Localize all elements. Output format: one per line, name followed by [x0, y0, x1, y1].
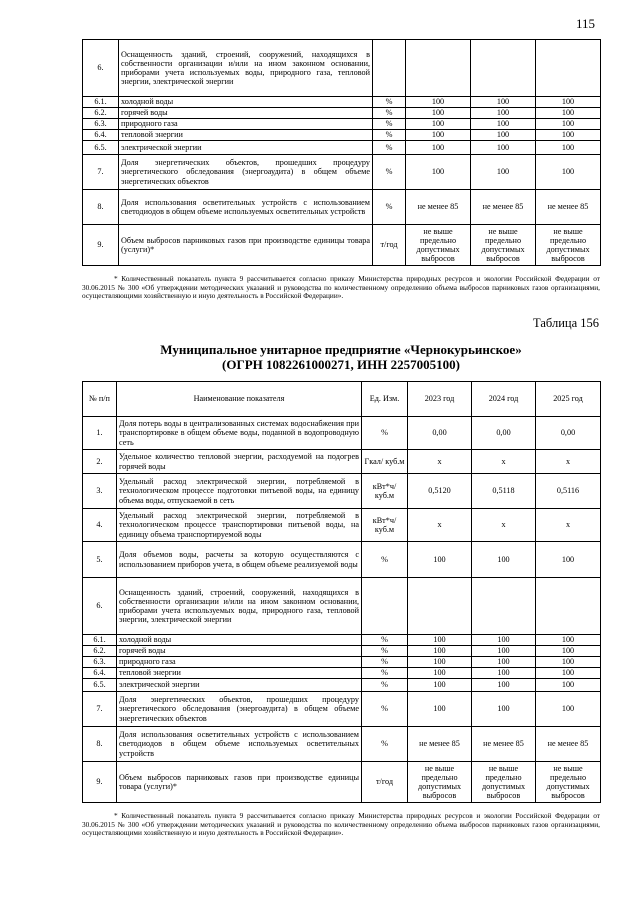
value-2025: 100	[536, 97, 601, 108]
value-2024: 100	[472, 692, 536, 727]
unit-cell: %	[362, 692, 408, 727]
unit-cell: %	[373, 190, 406, 225]
indicator-name: Доля энергетических объектов, прошедших процедуру энергетического обследования (энергоаудита) в общем объеме энергетических объектов	[117, 692, 362, 727]
row-number: 6.1.	[83, 97, 119, 108]
row-number: 5.	[83, 542, 117, 578]
value-2024: 100	[472, 542, 536, 578]
indicator-name: Оснащенность зданий, строений, сооружений, находящихся в собственности организации и/или на ином законном основании, приборами учета используемых воды, природного газа, тепловой энергии, электрической энергии	[119, 40, 373, 97]
value-2023: 100	[408, 679, 472, 692]
indicator-name: Доля потерь воды в централизованных системах водоснабжения при транспортировке в общем объеме воды, поданной в водопроводную сеть	[117, 417, 362, 450]
unit-cell: %	[362, 727, 408, 762]
unit-cell: %	[373, 130, 406, 141]
row-number: 6.3.	[83, 119, 119, 130]
unit-cell: кВт*ч/ куб.м	[362, 509, 408, 542]
unit-cell: %	[373, 141, 406, 155]
value-2023: 100	[408, 635, 472, 646]
indicator-name: Доля использования осветительных устройств с использованием светодиодов в общем объеме используемых осветительных устройств	[117, 727, 362, 762]
table-header-row	[83, 382, 601, 417]
value-2024: 100	[472, 657, 536, 668]
value-2023: 100	[408, 657, 472, 668]
unit-cell: %	[362, 679, 408, 692]
organization-registration: (ОГРН 1082261000271, ИНН 2257005100)	[222, 357, 460, 372]
value-2025: 100	[536, 646, 601, 657]
value-2025: 100	[536, 692, 601, 727]
value-2025: 100	[536, 119, 601, 130]
value-2025: 100	[536, 635, 601, 646]
indicator-name: Объем выбросов парниковых газов при производстве единицы товара (услуги)*	[117, 762, 362, 803]
value-2023	[406, 40, 471, 97]
indicator-name: Доля использования осветительных устройств с использованием светодиодов в общем объеме используемых осветительных устройств	[119, 190, 373, 225]
unit-cell: %	[362, 646, 408, 657]
row-number: 7.	[83, 692, 117, 727]
value-2023: не менее 85	[406, 190, 471, 225]
value-2025: 100	[536, 668, 601, 679]
row-number: 8.	[83, 727, 117, 762]
unit-cell: %	[373, 108, 406, 119]
value-2023: 100	[408, 668, 472, 679]
row-number: 9.	[83, 762, 117, 803]
table-row	[83, 119, 601, 130]
row-number: 9.	[83, 225, 119, 266]
table-row	[83, 727, 601, 762]
value-2025: не выше предельно допустимых выбросов	[536, 225, 601, 266]
table-row	[83, 635, 601, 646]
header-indicator-name: Наименование показателя	[117, 382, 362, 417]
table-row	[83, 40, 601, 97]
value-2025	[536, 578, 601, 635]
table-row	[83, 509, 601, 542]
indicators-table-continued	[82, 39, 601, 266]
header-year-2024: 2024 год	[472, 382, 536, 417]
header-year-2023: 2023 год	[408, 382, 472, 417]
row-number: 8.	[83, 190, 119, 225]
value-2024: не выше предельно допустимых выбросов	[471, 225, 536, 266]
indicator-name: Удельное количество тепловой энергии, расходуемой на подогрев горячей воды	[117, 450, 362, 474]
indicator-name: тепловой энергии	[117, 668, 362, 679]
indicator-name: горячей воды	[119, 108, 373, 119]
unit-cell: %	[373, 97, 406, 108]
unit-cell	[362, 578, 408, 635]
unit-cell: т/год	[373, 225, 406, 266]
table-row	[83, 578, 601, 635]
value-2024: 0,5118	[472, 474, 536, 509]
value-2023	[408, 578, 472, 635]
value-2023: 100	[406, 108, 471, 119]
value-2024: x	[472, 509, 536, 542]
unit-cell: %	[362, 542, 408, 578]
value-2023: 100	[406, 141, 471, 155]
value-2023: не менее 85	[408, 727, 472, 762]
value-2023: 100	[408, 646, 472, 657]
value-2023: 100	[406, 155, 471, 190]
table-footnote-2: * Количественный показатель пункта 9 рассчитывается согласно приказу Министерства природных ресурсов и экологии Российской Федерации от 30.06.2015 № 300 «Об утверждении методических указаний и руководства по количественному определению объема выбросов парниковых газов организациями, осуществляющими хозяйственную и иную деятельность в Российской Федерации».	[82, 811, 600, 838]
indicator-name: Удельный расход электрической энергии, потребляемой в технологическом процессе транспортировки питьевой воды, на единицу объема транспортируемой воды	[117, 509, 362, 542]
value-2025: 0,5116	[536, 474, 601, 509]
unit-cell: %	[362, 635, 408, 646]
indicator-name: природного газа	[117, 657, 362, 668]
table-row	[83, 155, 601, 190]
indicator-name: Объем выбросов парниковых газов при производстве единицы товара (услуги)*	[119, 225, 373, 266]
value-2025: не менее 85	[536, 727, 601, 762]
row-number: 6.5.	[83, 679, 117, 692]
indicator-name: горячей воды	[117, 646, 362, 657]
indicator-name: холодной воды	[119, 97, 373, 108]
table-row	[83, 474, 601, 509]
table-row	[83, 97, 601, 108]
unit-cell: %	[362, 657, 408, 668]
value-2025: не менее 85	[536, 190, 601, 225]
row-number: 3.	[83, 474, 117, 509]
row-number: 6.	[83, 40, 119, 97]
value-2024: 100	[472, 668, 536, 679]
table-row	[83, 646, 601, 657]
value-2025: 100	[536, 130, 601, 141]
table-row	[83, 542, 601, 578]
row-number: 6.	[83, 578, 117, 635]
unit-cell: Гкал/ куб.м	[362, 450, 408, 474]
value-2024: 100	[472, 679, 536, 692]
organization-heading	[82, 342, 600, 372]
unit-cell: %	[362, 668, 408, 679]
unit-cell: т/год	[362, 762, 408, 803]
indicator-name: Удельный расход электрической энергии, потребляемой в технологическом процессе подготовки питьевой воды, на единицу объема воды, отпускаемой в сеть	[117, 474, 362, 509]
value-2025	[536, 40, 601, 97]
table-footnote: * Количественный показатель пункта 9 рассчитывается согласно приказу Министерства природных ресурсов и экологии Российской Федерации от 30.06.2015 № 300 «Об утверждении методических указаний и руководства по количественному определению объема выбросов парниковых газов организациями, осуществляющими хозяйственную и иную деятельность в Российской Федерации».	[82, 274, 600, 301]
table-row	[83, 668, 601, 679]
value-2024: 100	[471, 97, 536, 108]
value-2025: 100	[536, 542, 601, 578]
row-number: 6.3.	[83, 657, 117, 668]
value-2024: не выше предельно допустимых выбросов	[472, 762, 536, 803]
table-row	[83, 450, 601, 474]
value-2025: 0,00	[536, 417, 601, 450]
value-2023: 0,5120	[408, 474, 472, 509]
value-2024: 100	[472, 635, 536, 646]
value-2023: 100	[406, 97, 471, 108]
indicator-name: природного газа	[119, 119, 373, 130]
value-2023: не выше предельно допустимых выбросов	[408, 762, 472, 803]
indicator-name: электрической энергии	[117, 679, 362, 692]
unit-cell: %	[373, 119, 406, 130]
value-2023: x	[408, 450, 472, 474]
table-row	[83, 692, 601, 727]
value-2024: 100	[472, 646, 536, 657]
value-2024: 100	[471, 155, 536, 190]
value-2025: 100	[536, 679, 601, 692]
value-2024: 100	[471, 141, 536, 155]
value-2024: не менее 85	[472, 727, 536, 762]
unit-cell: %	[373, 155, 406, 190]
table-row	[83, 762, 601, 803]
value-2024: 100	[471, 119, 536, 130]
header-year-2025: 2025 год	[536, 382, 601, 417]
table-row	[83, 417, 601, 450]
row-number: 2.	[83, 450, 117, 474]
value-2024: 100	[471, 108, 536, 119]
table-row	[83, 190, 601, 225]
indicator-name: холодной воды	[117, 635, 362, 646]
value-2025: x	[536, 450, 601, 474]
row-number: 6.1.	[83, 635, 117, 646]
value-2023: 100	[408, 692, 472, 727]
row-number: 6.5.	[83, 141, 119, 155]
table-caption: Таблица 156	[533, 316, 599, 330]
organization-name: Муниципальное унитарное предприятие «Чернокурьинское»	[160, 342, 522, 357]
table-row	[83, 657, 601, 668]
header-unit: Ед. Изм.	[362, 382, 408, 417]
indicators-table	[82, 381, 601, 803]
table-row	[83, 108, 601, 119]
row-number: 4.	[83, 509, 117, 542]
indicator-name: Оснащенность зданий, строений, сооружений, находящихся в собственности организации и/или на ином законном основании, приборами учета используемых воды, природного газа, тепловой энергии, электрической энергии	[117, 578, 362, 635]
row-number: 1.	[83, 417, 117, 450]
value-2024	[471, 40, 536, 97]
indicator-name: электрической энергии	[119, 141, 373, 155]
value-2025: 100	[536, 657, 601, 668]
indicator-name: тепловой энергии	[119, 130, 373, 141]
value-2023: не выше предельно допустимых выбросов	[406, 225, 471, 266]
indicator-name: Доля энергетических объектов, прошедших процедуру энергетического обследования (энергоаудита) в общем объеме энергетических объектов	[119, 155, 373, 190]
value-2023: 100	[406, 119, 471, 130]
value-2023: 0,00	[408, 417, 472, 450]
table-row	[83, 141, 601, 155]
row-number: 6.2.	[83, 108, 119, 119]
row-number: 7.	[83, 155, 119, 190]
unit-cell	[373, 40, 406, 97]
page-number: 115	[575, 16, 595, 31]
value-2024	[472, 578, 536, 635]
row-number: 6.4.	[83, 668, 117, 679]
value-2024: x	[472, 450, 536, 474]
table-row	[83, 130, 601, 141]
value-2025: 100	[536, 155, 601, 190]
header-number: № п/п	[83, 382, 117, 417]
value-2025: 100	[536, 108, 601, 119]
row-number: 6.2.	[83, 646, 117, 657]
table-row	[83, 225, 601, 266]
table-row	[83, 679, 601, 692]
value-2025: 100	[536, 141, 601, 155]
value-2023: 100	[406, 130, 471, 141]
value-2024: 100	[471, 130, 536, 141]
value-2025: не выше предельно допустимых выбросов	[536, 762, 601, 803]
value-2023: x	[408, 509, 472, 542]
value-2025: x	[536, 509, 601, 542]
value-2024: 0,00	[472, 417, 536, 450]
value-2024: не менее 85	[471, 190, 536, 225]
row-number: 6.4.	[83, 130, 119, 141]
indicator-name: Доля объемов воды, расчеты за которую осуществляются с использованием приборов учета, в общем объеме реализуемой воды	[117, 542, 362, 578]
unit-cell: %	[362, 417, 408, 450]
value-2023: 100	[408, 542, 472, 578]
unit-cell: кВт*ч/ куб.м	[362, 474, 408, 509]
